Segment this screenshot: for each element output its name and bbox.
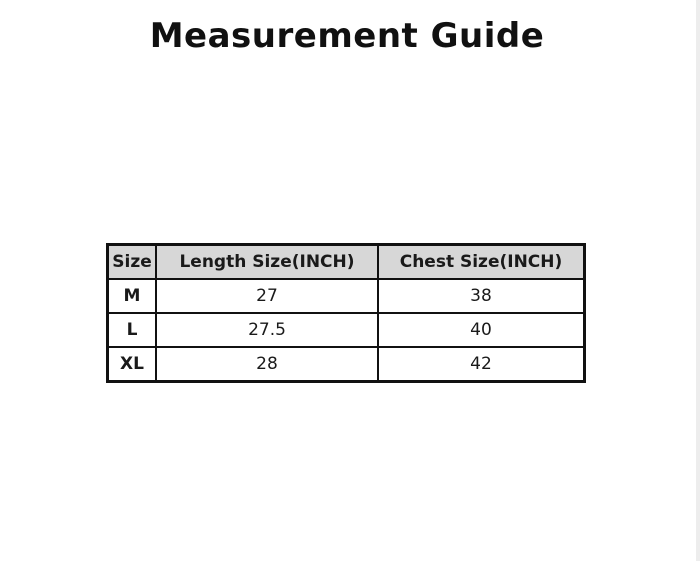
length-cell: 27.5 bbox=[156, 313, 378, 347]
page-title: Measurement Guide bbox=[149, 16, 545, 56]
header-size: Size bbox=[108, 245, 157, 280]
header-chest: Chest Size(INCH) bbox=[378, 245, 585, 280]
length-cell: 28 bbox=[156, 347, 378, 382]
table-row bbox=[108, 279, 585, 313]
chest-cell: 38 bbox=[378, 279, 585, 313]
chest-cell: 42 bbox=[378, 347, 585, 382]
length-cell: 27 bbox=[156, 279, 378, 313]
chest-cell: 40 bbox=[378, 313, 585, 347]
table-row bbox=[108, 347, 585, 382]
table-row bbox=[108, 313, 585, 347]
table-header-row bbox=[108, 245, 585, 280]
size-cell: M bbox=[108, 279, 157, 313]
header-length: Length Size(INCH) bbox=[156, 245, 378, 280]
size-cell: XL bbox=[108, 347, 157, 382]
size-cell: L bbox=[108, 313, 157, 347]
page-edge-shadow bbox=[696, 0, 700, 561]
measurement-table bbox=[106, 243, 586, 383]
